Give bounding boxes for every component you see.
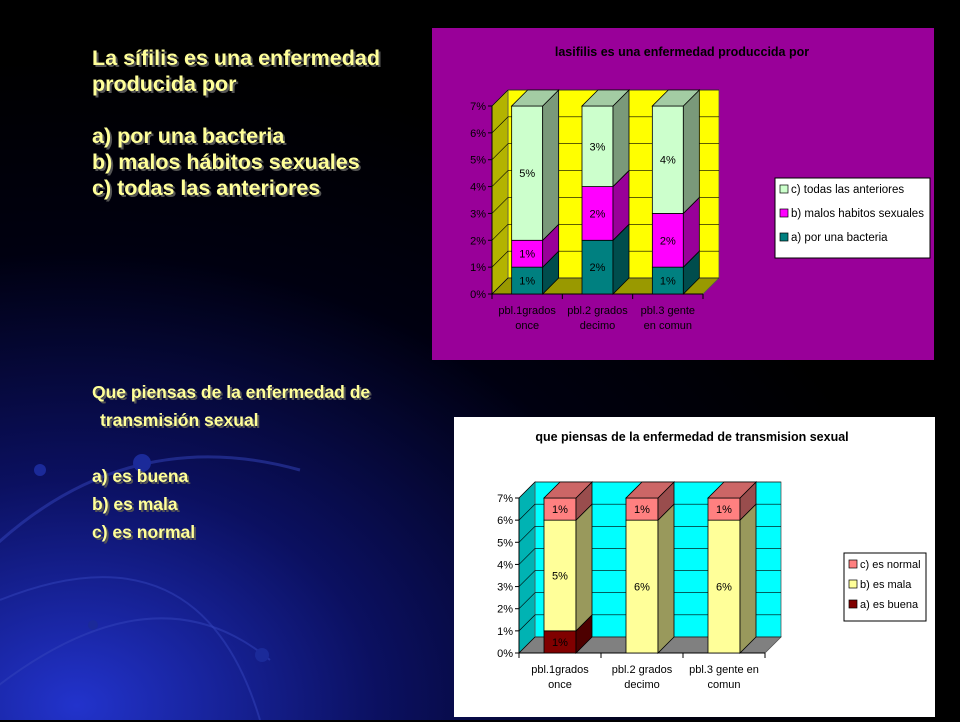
y-tick-label: 0%	[497, 648, 513, 660]
legend-label: b) es mala	[860, 579, 912, 591]
legend-label: c) es normal	[860, 559, 921, 571]
x-tick-label: en comun	[643, 320, 692, 332]
data-label: 6%	[634, 581, 650, 594]
legend-swatch	[780, 209, 788, 217]
option-a-text: a) por una bacteria	[92, 124, 285, 148]
data-label: 2%	[589, 262, 606, 275]
x-tick-label: pbl.3 gente en	[689, 664, 759, 676]
x-tick-label: pbl.3 gente	[640, 305, 696, 317]
legend-swatch	[849, 580, 857, 588]
chart-title: que piensas de la enfermedad de transmision sexual	[535, 430, 849, 444]
decorative-dot	[255, 648, 269, 662]
chart-side-wall	[492, 90, 508, 294]
y-tick-label: 6%	[470, 127, 486, 140]
legend-swatch	[780, 233, 788, 241]
y-tick-label: 3%	[470, 208, 486, 221]
y-tick-label: 4%	[497, 559, 513, 572]
x-tick-label: pbl.1grados	[498, 305, 556, 317]
data-label: 1%	[552, 504, 568, 517]
option-b-text: b) es mala	[92, 494, 178, 514]
question-2-line: Que piensas de la enfermedad de	[92, 382, 371, 402]
question-1-line: producida por	[92, 72, 237, 96]
x-tick-label: decimo	[579, 320, 616, 332]
bar-segment-side	[658, 504, 674, 653]
decorative-dot	[88, 620, 98, 630]
y-tick-label: 7%	[497, 493, 513, 505]
data-label: 5%	[552, 570, 568, 583]
data-label: 1%	[552, 636, 568, 649]
data-label: 4%	[659, 154, 676, 167]
data-label: 2%	[589, 208, 606, 221]
y-tick-label: 7%	[470, 101, 486, 113]
option-c-text: c) es normal	[92, 522, 196, 542]
chart-transmision-svg	[454, 417, 935, 717]
data-label: 1%	[716, 504, 732, 517]
question-1-line	[92, 97, 380, 123]
data-label: 1%	[519, 248, 536, 261]
option-b-text: b) malos hábitos sexuales	[92, 150, 360, 174]
y-tick-label: 3%	[497, 581, 513, 594]
data-label: 5%	[519, 168, 536, 181]
y-tick-label: 1%	[497, 625, 513, 638]
legend-label: c) todas las anteriores	[791, 184, 905, 196]
question-1-text	[92, 45, 380, 201]
bar-segment-side	[740, 504, 756, 653]
decorative-dot	[34, 464, 46, 476]
y-tick-label: 6%	[497, 515, 513, 528]
y-tick-label: 5%	[470, 154, 486, 167]
y-tick-label: 1%	[470, 262, 486, 275]
y-tick-label: 2%	[497, 603, 513, 616]
chart-sifilis	[432, 28, 934, 360]
x-tick-label: once	[548, 679, 572, 691]
y-tick-label: 4%	[470, 181, 486, 194]
legend-swatch	[780, 185, 788, 193]
chart-sifilis-svg	[432, 28, 934, 360]
bar-segment-side	[613, 90, 629, 187]
legend-label: b) malos habitos sexuales	[791, 208, 924, 220]
chart-title: lasifilis es una enfermedad produccida por	[554, 45, 810, 59]
bar-segment-side	[683, 90, 699, 213]
legend-swatch	[849, 600, 857, 608]
x-tick-label: once	[515, 320, 540, 332]
y-tick-label: 2%	[470, 235, 486, 248]
legend-label: a) es buena	[860, 599, 919, 611]
data-label: 6%	[716, 581, 732, 594]
option-a-text: a) es buena	[92, 466, 189, 486]
bar-segment-side	[543, 90, 559, 240]
y-tick-label: 5%	[497, 537, 513, 550]
data-label: 3%	[589, 141, 606, 154]
legend-label: a) por una bacteria	[791, 232, 888, 244]
question-2-line: transmisión sexual	[100, 410, 259, 430]
y-tick-label: 0%	[470, 289, 486, 301]
chart-transmision	[454, 417, 935, 717]
x-tick-label: pbl.1grados	[531, 664, 589, 676]
question-2-line	[92, 434, 370, 462]
data-label: 2%	[659, 235, 676, 248]
question-1-line: La sífilis es una enfermedad	[92, 46, 380, 70]
bar-segment-side	[576, 504, 592, 631]
option-c-text: c) todas las anteriores	[92, 176, 321, 200]
question-2-text	[92, 378, 370, 546]
chart-side-wall	[519, 482, 535, 653]
data-label: 1%	[634, 504, 650, 517]
legend-swatch	[849, 560, 857, 568]
x-tick-label: pbl.2 grados	[567, 305, 628, 317]
data-label: 1%	[519, 275, 536, 288]
data-label: 1%	[659, 275, 676, 288]
x-tick-label: pbl.2 grados	[611, 664, 673, 676]
x-tick-label: decimo	[624, 679, 660, 691]
x-tick-label: comun	[707, 679, 741, 691]
